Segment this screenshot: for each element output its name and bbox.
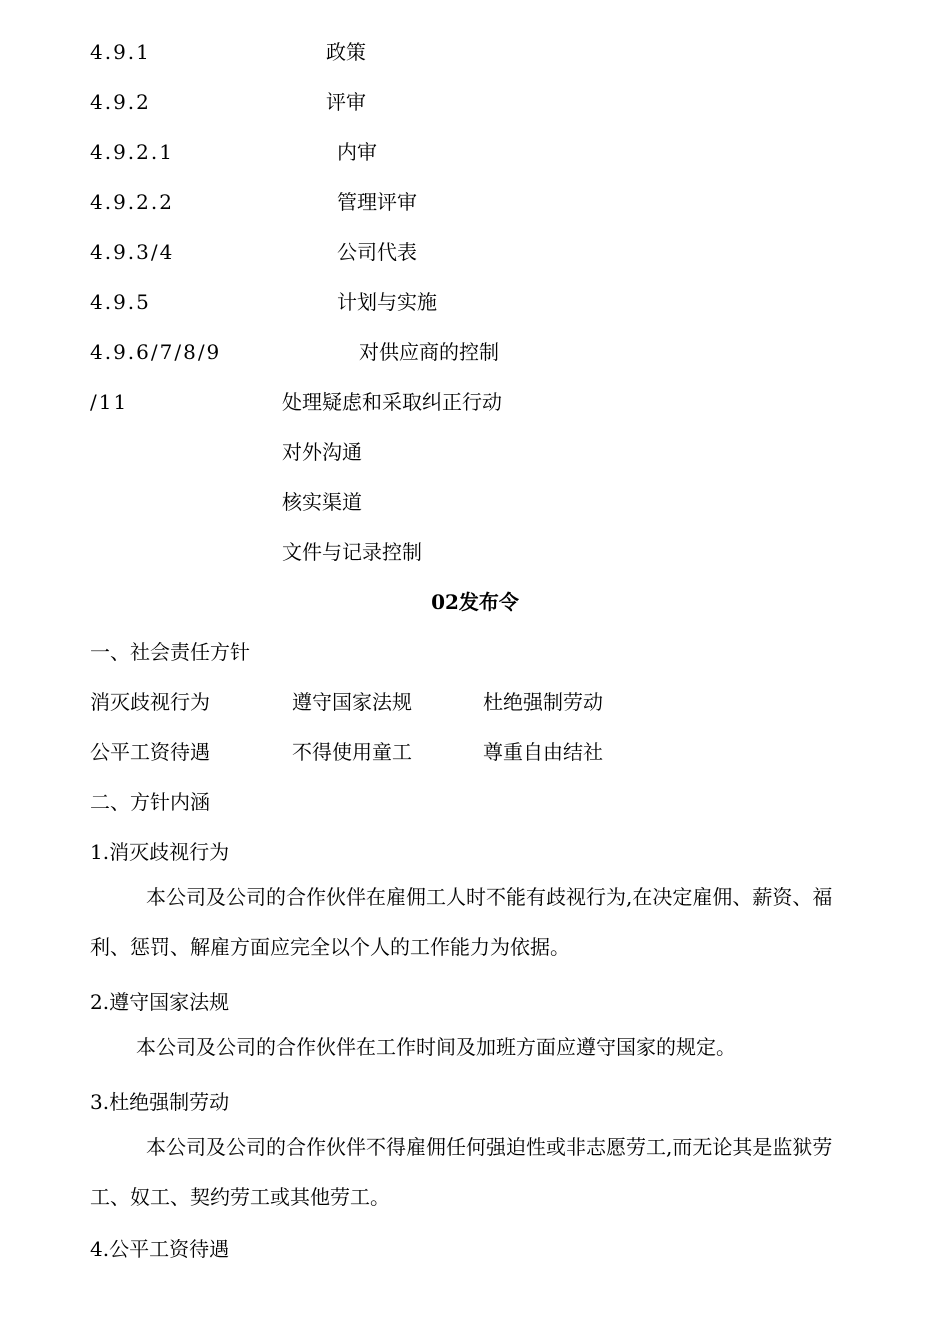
- toc-number: 4.9.1: [90, 40, 151, 64]
- item-heading: 4.公平工资待遇: [90, 1237, 230, 1261]
- toc-label: 管理评审: [337, 190, 417, 214]
- toc-label: 对供应商的控制: [359, 340, 499, 364]
- toc-label: 处理疑虑和采取纠正行动: [282, 390, 502, 414]
- item-paragraph: 本公司及公司的合作伙伴在工作时间及加班方面应遵守国家的规定。: [136, 1035, 736, 1059]
- item-heading: 2.遵守国家法规: [90, 990, 230, 1014]
- toc-label: 公司代表: [337, 240, 417, 264]
- section-title: 02发布令: [431, 590, 519, 614]
- toc-number: 4.9.2.1: [90, 140, 174, 164]
- policy-item: 消灭歧视行为: [90, 690, 210, 714]
- meaning-heading: 二、方针内涵: [90, 790, 210, 814]
- toc-label: 核实渠道: [282, 490, 362, 514]
- toc-label: 内审: [337, 140, 377, 164]
- toc-label: 计划与实施: [337, 290, 437, 314]
- policy-item: 不得使用童工: [292, 740, 412, 764]
- toc-number: 4.9.6/7/8/9: [90, 340, 222, 364]
- item-paragraph: 本公司及公司的合作伙伴在雇佣工人时不能有歧视行为,在决定雇佣、薪资、福利、惩罚、解雇方面应完全以个人的工作能力为依据。: [90, 885, 833, 959]
- toc-label: 评审: [326, 90, 366, 114]
- policy-item: 尊重自由结社: [483, 740, 603, 764]
- toc-label: 文件与记录控制: [282, 540, 422, 564]
- toc-number: /11: [90, 390, 129, 414]
- toc-number: 4.9.3/4: [90, 240, 175, 264]
- toc-number: 4.9.5: [90, 290, 151, 314]
- item-heading: 3.杜绝强制劳动: [90, 1090, 230, 1114]
- policy-heading: 一、社会责任方针: [90, 640, 250, 664]
- policy-item: 杜绝强制劳动: [483, 690, 603, 714]
- toc-label: 政策: [326, 40, 366, 64]
- item-paragraph: 本公司及公司的合作伙伴不得雇佣任何强迫性或非志愿劳工,而无论其是监狱劳工、奴工、契约劳工或其他劳工。: [90, 1135, 833, 1209]
- toc-number: 4.9.2: [90, 90, 151, 114]
- policy-item: 遵守国家法规: [292, 690, 412, 714]
- toc-label: 对外沟通: [282, 440, 362, 464]
- toc-number: 4.9.2.2: [90, 190, 174, 214]
- item-heading: 1.消灭歧视行为: [90, 840, 230, 864]
- policy-item: 公平工资待遇: [90, 740, 210, 764]
